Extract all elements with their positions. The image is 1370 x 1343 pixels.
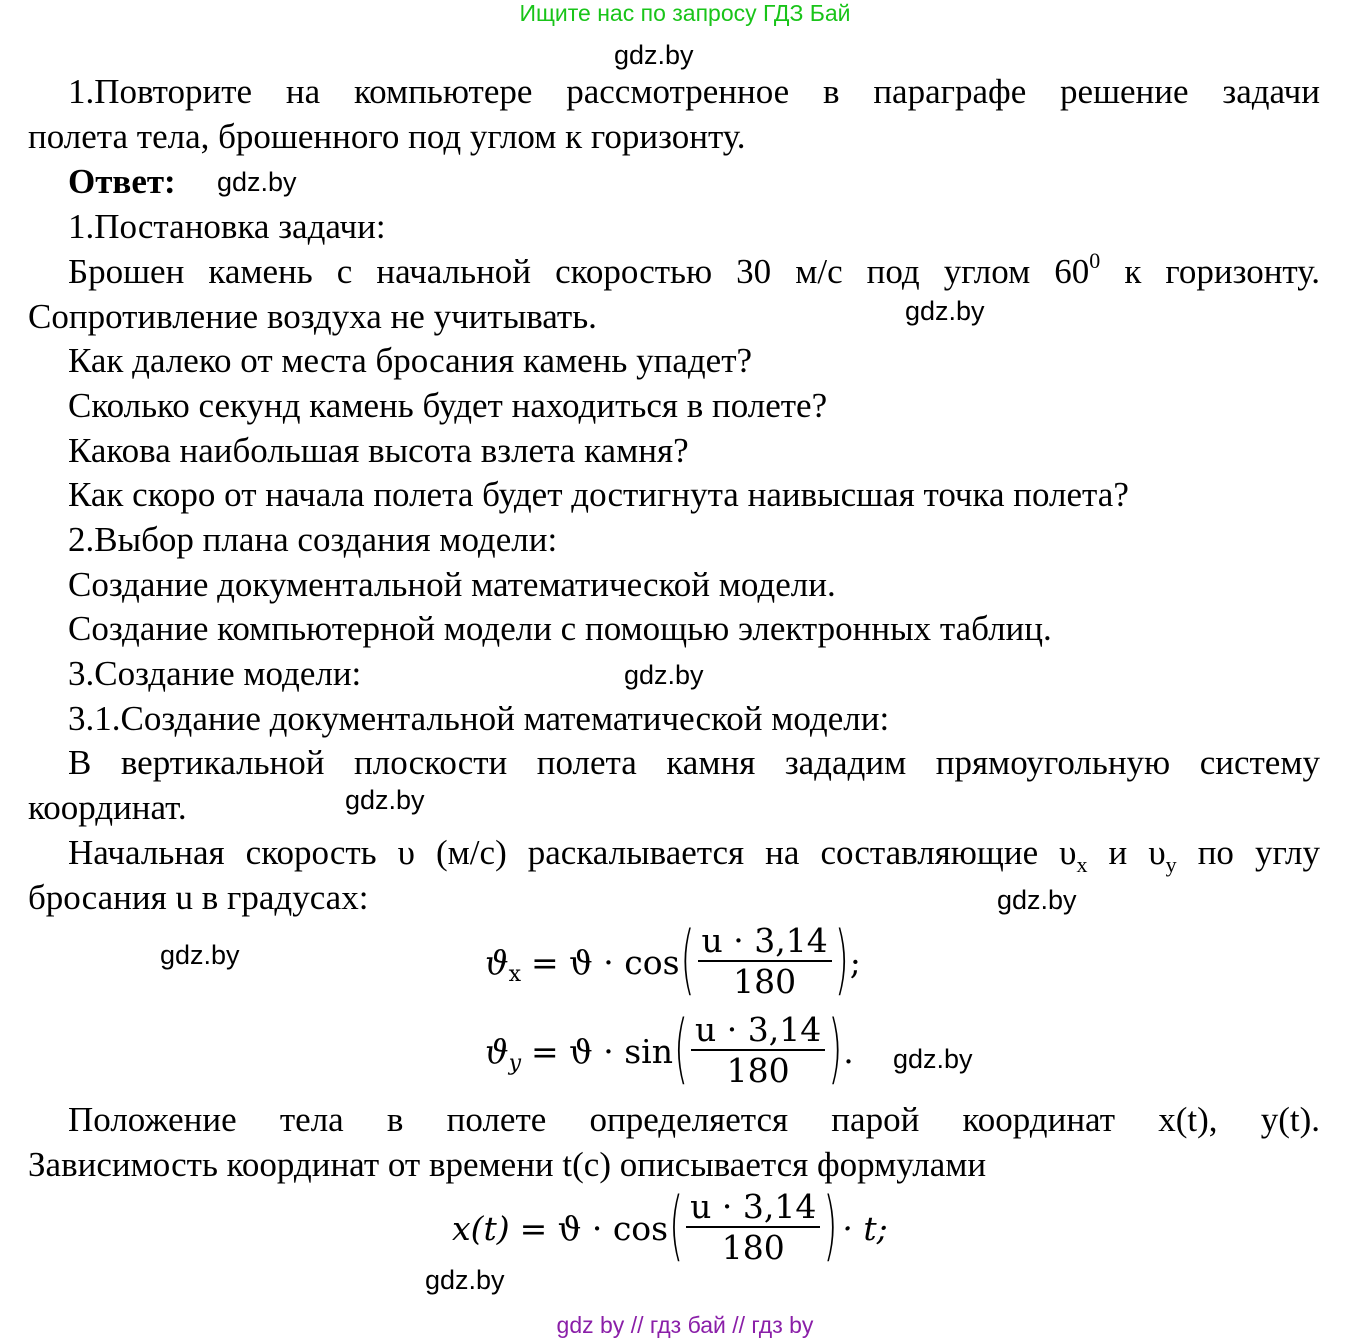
section-1-title: 1.Постановка задачи: <box>68 207 386 246</box>
coord-line-1: В вертикальной плоскости полета камня зададим прямоугольную систему <box>68 743 1320 782</box>
degree-superscript: 0 <box>1089 248 1101 274</box>
watermark: gdz.by <box>624 660 704 690</box>
paren-close: ) <box>834 917 849 1004</box>
formula-tail: · t; <box>842 1208 888 1248</box>
fraction-numerator: u · 3,14 <box>686 1188 820 1228</box>
speed-text-b: и υ <box>1087 833 1166 872</box>
plan-item-1: Создание документальной математической модели. <box>68 565 836 604</box>
problem-text-b: к горизонту. <box>1100 252 1320 291</box>
watermark: gdz.by <box>425 1265 505 1295</box>
formula-lhs: ϑ <box>485 1031 509 1071</box>
question-2: Сколько секунд камень будет находиться в полете? <box>68 386 828 425</box>
question-1: Как далеко от места бросания камень упадет? <box>68 341 753 380</box>
speed-line-1 <box>68 831 1320 879</box>
coord-line-2: координат. <box>28 788 187 827</box>
formula-x-of-t <box>452 1183 888 1270</box>
question-4: Как скоро от начала полета будет достигнута наивысшая точка полета? <box>68 475 1129 514</box>
formula-lhs: ϑ <box>485 942 509 982</box>
watermark: gdz.by <box>217 167 297 197</box>
formula-vy <box>485 1006 854 1093</box>
fraction-denominator: 180 <box>733 962 797 1001</box>
paren-open: ( <box>680 917 695 1004</box>
fraction-numerator: u · 3,14 <box>698 922 832 962</box>
speed-text-a: Начальная скорость υ (м/с) раскалывается на составляющие υ <box>68 833 1077 872</box>
subscript-y: y <box>1165 852 1177 877</box>
problem-text-a: Брошен камень с начальной скоростью 30 м/с под углом 60 <box>68 252 1090 291</box>
fraction <box>698 922 832 1002</box>
watermark: gdz.by <box>997 885 1077 915</box>
watermark: gdz.by <box>614 40 694 70</box>
formula-lhs-subscript: x <box>508 961 522 987</box>
watermark: gdz.by <box>905 296 985 326</box>
answer-label: Ответ: <box>68 162 176 201</box>
task-line-1: 1.Повторите на компьютере рассмотренное в параграфе решение задачи <box>68 72 1320 111</box>
fraction <box>686 1188 820 1268</box>
question-3: Какова наибольшая высота взлета камня? <box>68 431 689 470</box>
paren-close: ) <box>823 1183 838 1270</box>
fraction <box>691 1011 825 1091</box>
paren-open: ( <box>673 1006 689 1093</box>
formula-rhs: = ϑ · sin <box>531 1031 673 1071</box>
formula-tail: . <box>843 1031 854 1071</box>
problem-line-1 <box>68 250 1320 294</box>
speed-text-c: по углу <box>1176 833 1321 872</box>
watermark: gdz.by <box>345 785 425 815</box>
position-line-2: Зависимость координат от времени t(c) описывается формулами <box>28 1145 987 1184</box>
section-3-1-title: 3.1.Создание документальной математической модели: <box>68 699 890 738</box>
fraction-numerator: u · 3,14 <box>691 1011 825 1051</box>
top-banner: Ищите нас по запросу ГДЗ Бай <box>519 0 851 26</box>
plan-item-2: Создание компьютерной модели с помощью электронных таблиц. <box>68 609 1052 648</box>
section-2-title: 2.Выбор плана создания модели: <box>68 520 558 559</box>
paren-close: ) <box>828 1006 843 1093</box>
problem-line-2: Сопротивление воздуха не учитывать. <box>28 297 597 336</box>
formula-tail: ; <box>849 942 861 982</box>
formula-rhs: = ϑ · cos <box>531 942 680 982</box>
speed-line-2: бросания u в градусах: <box>28 878 369 917</box>
fraction-denominator: 180 <box>721 1228 785 1267</box>
formula-vx <box>485 917 861 1004</box>
formula-lhs: x(t) <box>452 1208 510 1248</box>
watermark: gdz.by <box>893 1044 973 1074</box>
position-line-1: Положение тела в полете определяется парой координат x(t), y(t). <box>68 1100 1320 1139</box>
footer-links[interactable]: gdz by // гдз бай // гдз by <box>556 1312 814 1338</box>
subscript-x: x <box>1076 852 1088 877</box>
formula-lhs-subscript: y <box>508 1050 522 1076</box>
formula-rhs: = ϑ · cos <box>519 1208 669 1248</box>
fraction-denominator: 180 <box>726 1051 790 1090</box>
paren-open: ( <box>669 1183 684 1270</box>
watermark: gdz.by <box>160 940 240 970</box>
section-3-title: 3.Создание модели: <box>68 654 362 693</box>
task-line-2: полета тела, брошенного под углом к горизонту. <box>28 117 746 156</box>
